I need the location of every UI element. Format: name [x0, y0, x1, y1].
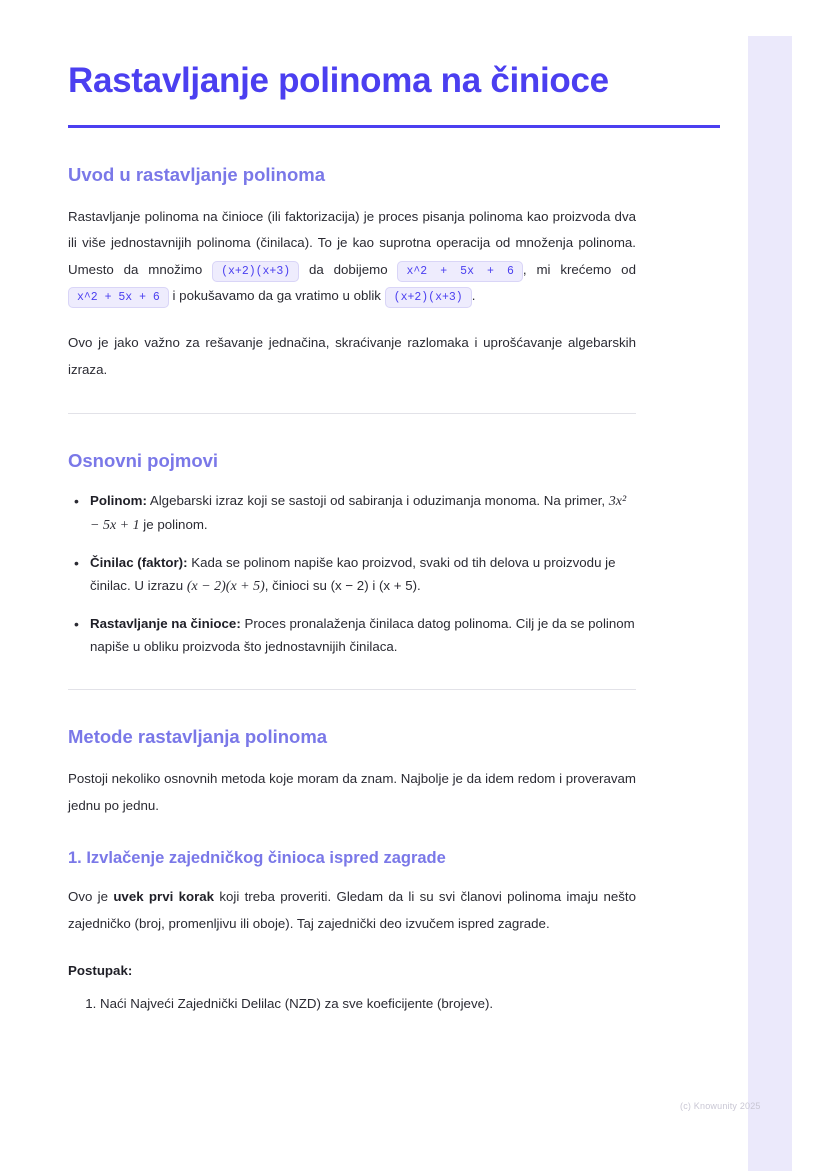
intro-text-1: Rastavljanje polinoma na činioce (ili faktorizacija) je proces pisanja polinoma kao proizvoda dva ili više jednostavnijih polinoma (činilaca). To je kao suprotna operacija od množenja polinoma. Umesto da množimo — [68, 208, 636, 277]
terms-list — [68, 490, 636, 659]
subsection-text-2: koji treba proveriti. Gledam da li su svi članovi polinoma imaju nešto zajedničko (broj, promenljivu ili oboje). Taj zajednički deo izvučem ispred zagrade. — [68, 889, 636, 931]
term-label: Polinom: — [90, 493, 147, 509]
term-text-before: Algebarski izraz koji se sastoji od sabiranja i oduzimanja monoma. Na primer, — [146, 493, 609, 509]
section-divider-2 — [68, 689, 636, 690]
list-item — [90, 613, 636, 659]
subsection-text-1: Ovo je — [68, 889, 114, 905]
right-sidebar-rail — [748, 36, 792, 1171]
list-item — [90, 490, 636, 538]
code-chip-2: x^2 + 5x + 6 — [397, 261, 522, 282]
intro-text-4: i pokušavamo da ga vratimo u oblik — [172, 288, 381, 304]
intro-text-2: da dobijemo — [308, 261, 388, 277]
subsection-bold: uvek prvi korak — [113, 889, 215, 905]
steps-list — [68, 992, 636, 1015]
document-content — [68, 60, 636, 1026]
intro-text-3: , mi krećemo od — [522, 261, 636, 277]
copyright-footer: (c) Knowunity 2025 — [680, 1101, 761, 1111]
title-divider — [68, 125, 720, 128]
code-chip-4: (x+2)(x+3) — [385, 287, 472, 308]
term-math: (x − 2)(x + 5) — [186, 579, 265, 595]
term-label: Činilac (faktor): — [90, 555, 188, 571]
methods-paragraph: Postoji nekoliko osnovnih metoda koje moram da znam. Najbolje je da idem redom i proveravam jednu po jednu. — [68, 771, 636, 813]
code-chip-3: x^2 + 5x + 6 — [68, 287, 169, 308]
term-text-after: je polinom. — [139, 517, 208, 533]
term-text-before: Proces pronalaženja činilaca datog polinoma. Cilj je da se polinom napiše u obliku proizvoda što jednostavnijih činilaca. — [90, 616, 635, 655]
list-item — [90, 552, 636, 599]
section-heading-methods: Metode rastavljanja polinoma — [68, 726, 328, 748]
term-math: 3x² − 5x + 1 — [90, 494, 627, 534]
code-chip-1: (x+2)(x+3) — [212, 261, 299, 282]
subsection-paragraph — [68, 884, 636, 937]
section-divider-1 — [68, 413, 636, 414]
intro-paragraph-2: Ovo je jako važno za rešavanje jednačina, skraćivanje razlomaka i uprošćavanje algebarskih izraza. — [68, 335, 636, 377]
list-item: 1. Naći Najveći Zajednički Delilac (NZD) za sve koeficijente (brojeve). — [100, 992, 636, 1015]
intro-paragraph — [68, 204, 636, 310]
term-text-after: , činioci su (x − 2) i (x + 5). — [264, 578, 421, 594]
postupak-label: Postupak: — [68, 963, 133, 979]
term-text-before: Kada se polinom napiše kao proizvod, svaki od tih delova u proizvodu je činilac. U izrazu — [90, 555, 616, 594]
subsection-heading-common-factor: 1. Izvlačenje zajedničkog činioca ispred zagrade — [68, 849, 446, 868]
intro-text-5: . — [471, 288, 476, 304]
section-heading-intro: Uvod u rastavljanje polinoma — [68, 163, 326, 185]
page-title: Rastavljanje polinoma na činioce — [68, 61, 609, 100]
term-label: Rastavljanje na činioce: — [90, 616, 241, 632]
section-heading-terms: Osnovni pojmovi — [68, 450, 219, 472]
